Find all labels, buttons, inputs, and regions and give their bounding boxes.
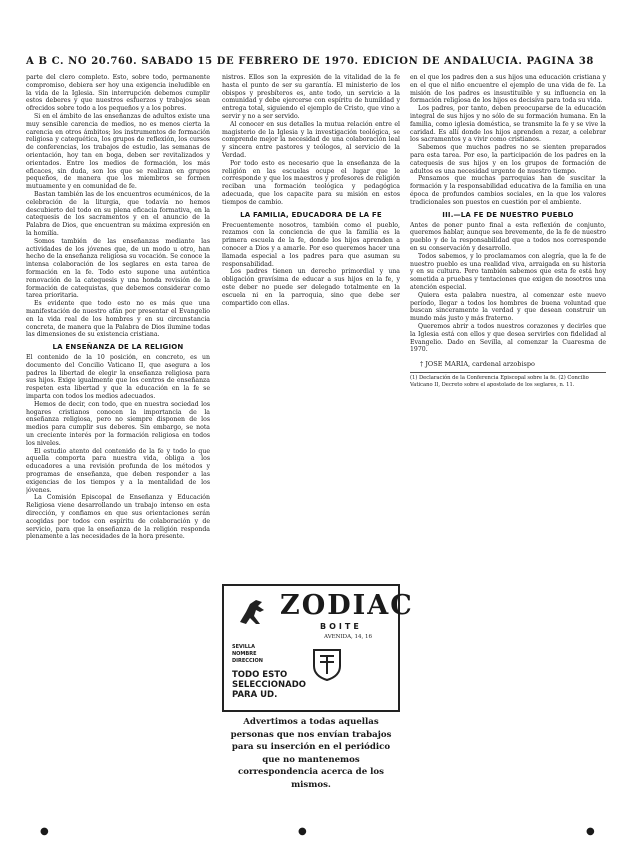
- section-title: III.—LA FE DE NUESTRO PUEBLO: [442, 210, 574, 219]
- paragraph: Pensamos que muchas parroquias han de suscitar la formación y la responsabilidad educativa de la familia en una época de profundos cambios sociales, en la que los valores tradicionales son puestos en cuestión por el ambiente.: [410, 175, 606, 206]
- paragraph: Sabemos que muchos padres no se sienten preparados para esta tarea. Por eso, la participación de los padres en la catequesis de sus hijos y en los grupos de formación de adultos es una necesidad urgente de nuestro tiempo.: [410, 144, 606, 175]
- zodiac-advertisement: [222, 584, 414, 712]
- paragraph: parte del clero completo. Esto, sobre todo, permanente compromiso, debiera ser hoy una exigencia ineludible en la vida de la Iglesia. Sin interrupción debemos cumplir estos deberes y que nuestros esfuerzos y trabajos sean ofrecidos sobre todo a los pequeños y a los pobres.: [26, 74, 210, 113]
- ad-headline: TODO ESTO SELECCIONADO PARA UD.: [232, 670, 306, 700]
- paragraph: Los padres tienen un derecho primordial y una obligación gravísima de educar a sus hijos en la fe, y este deber no puede ser delegado totalmente en la escuela ni en la parroquia, sino que debe ser compartido con ellas.: [222, 268, 400, 307]
- ad-small-text: SEVILLA NOMBRE DIRECCION: [232, 644, 263, 664]
- bullet-mark-icon: ●: [586, 826, 595, 837]
- page-header: A B C. NO 20.760. SABADO 15 DE FEBRERO DE 1970. EDICION DE ANDALUCIA. PAGINA 38: [26, 56, 594, 67]
- paragraph: Todos sabemos, y lo proclamamos con alegría, que la fe de nuestro pueblo es una realidad viva, arraigada en su historia y en su cultura. Pero también sabemos que esta fe está hoy sometida a pruebas y tentaciones que exigen de nosotros una atención especial.: [410, 252, 606, 291]
- footnote: (1) Declaración de la Conferencia Episcopal sobre la fe. (2) Concilio Vaticano II, Decreto sobre el apostolado de los seglares, n. 11.: [410, 372, 606, 388]
- paragraph: La Comisión Episcopal de Enseñanza y Educación Religiosa viene desarrollando un trabajo intenso en esta dirección, y confiamos en que sus orientaciones serán acogidas por todos con espíritu de colaboración y de servicio, para que la enseñanza de la religión responda plenamente a las necesidades de la hora presente.: [26, 494, 210, 541]
- paragraph: Por todo esto es necesario que la enseñanza de la religión en las escuelas ocupe el lugar que le corresponde y que los maestros y profesores de religión reciban una formación teológica y pedagógica adecuada, que los capacite para su misión en estos tiempos de cambio.: [222, 159, 400, 206]
- ad-address: AVENIDA, 14, 16: [324, 634, 373, 640]
- ad-subtitle: BOITE: [320, 622, 362, 631]
- paragraph: Bastan también las de los encuentros ecuménicos, de la celebración de la liturgia, que todavía no hemos descubierto del todo en su plena eficacia formativa, en la catequesis de los sacramentos y en el anuncio de la Palabra de Dios, que encuentran su máxima expresión en la homilía.: [26, 190, 210, 237]
- signature: † JOSE MARIA, cardenal arzobispo: [420, 360, 535, 369]
- paragraph: Somos también de las enseñanzas mediante las actividades de los jóvenes que, de un modo u otro, han hecho de la enseñanza religiosa su vocación. Se conoce la intensa colaboración de los seglares en esta tarea de formación en la fe. Todo esto supone una auténtica renovación de la catequesis y una honda revisión de la formación de catequistas, que debemos considerar como tarea prioritaria.: [26, 237, 210, 300]
- paragraph: Antes de poner punto final a esta reflexión de conjunto, queremos hablar, aunque sea brevemente, de la fe de nuestro pueblo y de la responsabilidad que a todos nos corresponde en su conservación y desarrollo.: [410, 221, 606, 252]
- paragraph: Es evidente que todo esto no es más que una manifestación de nuestro afán por presentar el Evangelio en la vida real de los hombres y en su circunstancia concreta, de manera que la Palabra de Dios ilumine todas las dimensiones de su existencia cristiana.: [26, 300, 210, 339]
- bullet-mark-icon: ●: [40, 826, 49, 837]
- paragraph: Quiera esta palabra nuestra, al comenzar este nuevo período, llegar a todos los hombres de buena voluntad que buscan sinceramente la verdad y que desean construir un mundo más justo y más fraterno.: [410, 291, 606, 323]
- paragraph: en el que los padres den a sus hijos una educación cristiana y en el que el niño encuentre el ejemplo de una vida de fe. La misión de los padres es insustituible y su influencia en la formación religiosa de los hijos es decisiva para toda su vida.: [410, 74, 606, 105]
- paragraph: Queremos abrir a todos nuestros corazones y decirles que la Iglesia está con ellos y que desea servirles con fidelidad al Evangelio. Dado en Sevilla, al comenzar la Cuaresma de 1970.: [410, 322, 606, 354]
- column-1: [26, 74, 210, 822]
- paragraph: Si en el ámbito de las enseñanzas de adultos existe una muy sensible carencia de medios, no es menos cierta la carencia en otros ámbitos; los instrumentos de formación religiosa y catequética, los grupos de reflexión, los cursos de conferencias, los trabajos de estudio, las semanas de orientación, hoy tan en boga, deben ser revitalizados y orientados. Entre los medios de formación, los más eficaces, sin duda, son los que se realizan en grupos pequeños, de manera que los miembros se formen mutuamente y en comunidad de fe.: [26, 112, 210, 191]
- paragraph: El contenido de la 10 posición, en concreto, es un documento del Concilio Vaticano II, que asegura a los padres la libertad de elegir la enseñanza religiosa para sus hijos. Exige igualmente que los centros de enseñanza respeten esta libertad y que la educación en la fe se imparta con todos los medios adecuados.: [26, 354, 210, 401]
- crest-icon: [310, 646, 344, 682]
- column-3: [410, 74, 606, 822]
- advert-notice: Advertimos a todas aquellas personas que nos envían trabajos para su inserción en el periódico que no mantenemos correspondencia acerca de los mismos.: [230, 717, 392, 790]
- paragraph: Al conocer en sus detalles la mutua relación entre el magisterio de la Iglesia y la investigación teológica, se comprende mejor la necesidad de una colaboración leal y sincera entre pastores y teólogos, al servicio de la Verdad.: [222, 120, 400, 159]
- paragraph: Los padres, por tanto, deben preocuparse de la educación integral de sus hijos y no sólo de su formación humana. En la familia, como iglesia doméstica, se transmite la fe y se vive la caridad. Es allí donde los hijos aprenden a rezar, a celebrar los sacramentos y a vivir como cristianos.: [410, 105, 606, 144]
- section-title: LA FAMILIA, EDUCADORA DE LA FE: [240, 210, 382, 219]
- paragraph: Frecuentemente nosotros, también como el pueblo, rezamos con la conciencia de que la familia es la primera escuela de la fe, donde los hijos aprenden a conocer a Dios y a amarle. Por eso queremos hacer una llamada especial a los padres para que asuman su responsabilidad.: [222, 221, 400, 268]
- ad-brand: ZODIAC: [280, 590, 414, 621]
- bullet-mark-icon: ●: [298, 826, 307, 837]
- column-2: [222, 74, 400, 580]
- horse-emblem-icon: [234, 592, 274, 632]
- paragraph: nistros. Ellos son la expresión de la vitalidad de la fe hasta el punto de ser su garantía. El ministerio de los obispos y presbíteros es, ante todo, un servicio a la comunidad y debe ejercerse con espíritu de humildad y entrega total, siguiendo el ejemplo de Cristo, que vino a servir y no a ser servido.: [222, 74, 400, 120]
- paragraph: Hemos de decir, con todo, que en nuestra sociedad los hogares cristianos conocen la importancia de la enseñanza religiosa, pero no siempre disponen de los medios para cumplir sus deberes. Sin embargo, se nota un creciente interés por la formación religiosa en todos los niveles.: [26, 400, 210, 447]
- paragraph: El estudio atento del contenido de la fe y todo lo que aquella comporta para nuestra vida, obliga a los educadores a una revisión profunda de los métodos y programas de enseñanza, que deben responder a las exigencias de los tiempos y a la mentalidad de los jóvenes.: [26, 447, 210, 494]
- section-title: LA ENSEÑANZA DE LA RELIGION: [52, 343, 184, 352]
